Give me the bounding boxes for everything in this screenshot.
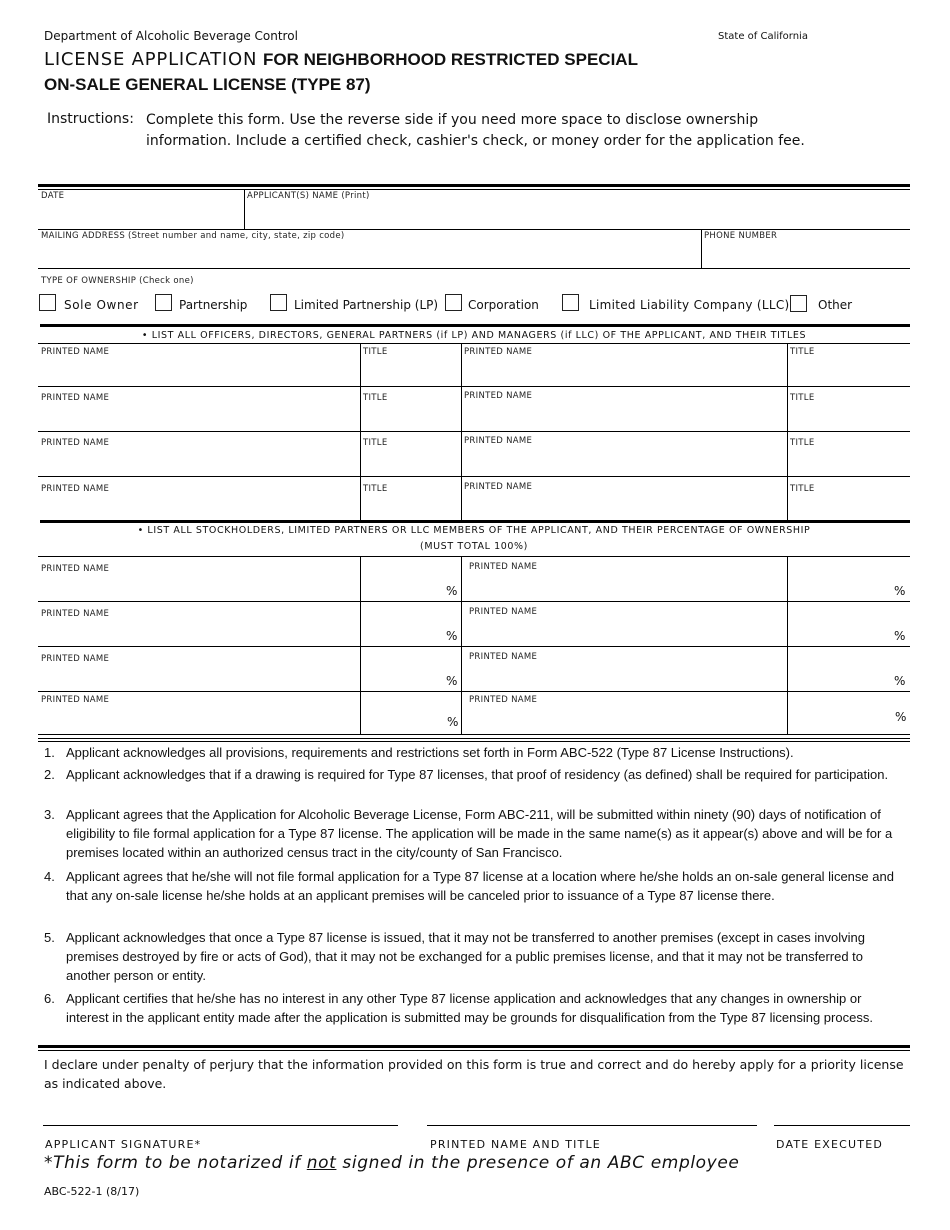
stockholders-col-divider (787, 556, 788, 734)
date-executed-label: DATE EXECUTED (776, 1138, 884, 1151)
officer-printed-name-label: PRINTED NAME (464, 436, 533, 446)
form-number: ABC-522-1 (8/17) (44, 1185, 140, 1198)
ack-text: Applicant acknowledges that if a drawing is required for Type 87 licenses, that proof of residency (as defined) shall be required for participation. (66, 767, 889, 782)
officer-printed-name-label: PRINTED NAME (41, 347, 110, 357)
officer-printed-name-label: PRINTED NAME (41, 393, 110, 403)
officer-title-label: TITLE (363, 484, 388, 494)
stockholder-percent-sign: % (895, 710, 907, 724)
printed-name-title-line[interactable] (427, 1125, 757, 1126)
phone-number-label: PHONE NUMBER (704, 231, 778, 241)
officers-col-divider (787, 343, 788, 521)
ack-item-6 (44, 989, 894, 1027)
declaration-top-rule (38, 1045, 910, 1048)
applicant-name-label: APPLICANT(S) NAME (Print) (247, 191, 370, 201)
officers-col-divider (360, 343, 361, 521)
ack-number: 3. (44, 807, 55, 822)
notarize-note-emphasis: not (306, 1153, 337, 1173)
stockholders-row-rule (38, 601, 910, 602)
officers-row-rule (38, 431, 910, 432)
form-title (44, 47, 638, 97)
label-llc: Limited Liability Company (LLC) (589, 298, 790, 312)
declaration-top-rule-thin (38, 1050, 910, 1051)
stockholder-percent-sign: % (446, 584, 458, 598)
applicant-signature-label: APPLICANT SIGNATURE* (45, 1138, 202, 1151)
ack-number: 1. (44, 745, 55, 760)
stockholders-heading-1: • LIST ALL STOCKHOLDERS, LIMITED PARTNERS OR LLC MEMBERS OF THE APPLICANT, AND THEIR PERCENTAGE OF OWNERSHIP (137, 525, 811, 536)
row-rule (38, 268, 910, 269)
stockholders-bottom-rule (38, 734, 910, 735)
label-other: Other (818, 298, 853, 312)
officer-printed-name-label: PRINTED NAME (41, 484, 110, 494)
form-title-prefix: LICENSE APPLICATION (44, 49, 258, 70)
checkbox-other[interactable] (790, 295, 807, 312)
officer-printed-name-label: PRINTED NAME (464, 482, 533, 492)
checkbox-llc[interactable] (562, 294, 579, 311)
stockholder-percent-sign: % (894, 584, 906, 598)
stockholders-row-rule (38, 646, 910, 647)
declaration-text: I declare under penalty of perjury that the information provided on this form is true and correct and do hereby apply for a priority license as indicated above. (44, 1057, 904, 1091)
date-label: DATE (41, 191, 65, 201)
stockholders-heading-2: (MUST TOTAL 100%) (420, 541, 528, 552)
printed-name-title-label: PRINTED NAME AND TITLE (430, 1138, 601, 1151)
checkbox-partnership[interactable] (155, 294, 172, 311)
officers-heading-rule (38, 343, 910, 344)
stockholders-bottom-rule (38, 741, 910, 742)
officer-title-label: TITLE (363, 347, 388, 357)
ack-number: 5. (44, 930, 55, 945)
officer-printed-name-label: PRINTED NAME (464, 391, 533, 401)
notarize-note-after: signed in the presence of an ABC employee (336, 1153, 740, 1173)
state-name: State of California (718, 31, 808, 42)
ack-number: 6. (44, 991, 55, 1006)
stockholder-percent-sign: % (446, 674, 458, 688)
ack-item-2 (44, 765, 894, 784)
instructions-label: Instructions: (47, 111, 134, 127)
stockholders-col-divider (461, 556, 462, 734)
officer-printed-name-label: PRINTED NAME (464, 347, 533, 357)
notarize-note (44, 1153, 739, 1173)
stockholder-percent-sign: % (894, 629, 906, 643)
officer-title-label: TITLE (790, 438, 815, 448)
form-title-bold-2: ON-SALE GENERAL LICENSE (TYPE 87) (44, 75, 371, 94)
checkbox-limited-partnership[interactable] (270, 294, 287, 311)
ownership-type-label: TYPE OF OWNERSHIP (Check one) (41, 276, 194, 286)
officer-printed-name-label: PRINTED NAME (41, 438, 110, 448)
instructions-line-2: information. Include a certified check, cashier's check, or money order for the application fee. (146, 133, 805, 149)
stockholder-printed-name-label: PRINTED NAME (469, 652, 538, 662)
officer-title-label: TITLE (790, 347, 815, 357)
ack-item-1 (44, 743, 894, 762)
stockholder-printed-name-label: PRINTED NAME (41, 564, 110, 574)
ack-number: 4. (44, 869, 55, 884)
officers-row-rule (38, 476, 910, 477)
stockholder-printed-name-label: PRINTED NAME (469, 695, 538, 705)
stockholders-row-rule (38, 691, 910, 692)
top-rule (38, 184, 910, 187)
stockholder-percent-sign: % (894, 674, 906, 688)
stockholder-printed-name-label: PRINTED NAME (41, 654, 110, 664)
ack-text: Applicant certifies that he/she has no interest in any other Type 87 license application and acknowledges that any changes in ownership or interest in the applicant entity made after the application is submitted may be grounds for disqualification from the Type 87 licensing process. (66, 991, 873, 1025)
stockholder-percent-sign: % (447, 715, 459, 729)
department-name: Department of Alcoholic Beverage Control (44, 29, 298, 43)
label-limited-partnership: Limited Partnership (LP) (294, 298, 439, 312)
ack-text: Applicant acknowledges all provisions, requirements and restrictions set forth in Form ABC-522 (Type 87 License Instructions). (66, 745, 794, 760)
checkbox-corporation[interactable] (445, 294, 462, 311)
top-rule-thin (38, 189, 910, 190)
officer-title-label: TITLE (790, 484, 815, 494)
officers-col-divider (461, 343, 462, 521)
applicant-signature-line[interactable] (43, 1125, 398, 1126)
ack-text: Applicant acknowledges that once a Type 87 license is issued, that it may not be transferred to another premises (except in cases involving premises destroyed by fire or acts of God), that it may not be exchanged for a public premises license, and that it may not be transferred to another person or entity. (66, 930, 865, 983)
ack-item-5 (44, 928, 894, 985)
label-corporation: Corporation (468, 298, 539, 312)
officer-title-label: TITLE (363, 438, 388, 448)
mailing-address-label: MAILING ADDRESS (Street number and name, city, state, zip code) (41, 231, 345, 241)
form-title-bold-1: FOR NEIGHBORHOOD RESTRICTED SPECIAL (262, 50, 638, 69)
date-executed-line[interactable] (774, 1125, 910, 1126)
checkbox-sole-owner[interactable] (39, 294, 56, 311)
stockholder-printed-name-label: PRINTED NAME (469, 562, 538, 572)
stockholders-heading-rule (38, 556, 910, 557)
date-field[interactable] (38, 202, 243, 228)
label-sole-owner: Sole Owner (64, 298, 139, 312)
row-rule (38, 229, 910, 230)
stockholders-top-rule (40, 520, 910, 523)
officers-heading: • LIST ALL OFFICERS, DIRECTORS, GENERAL PARTNERS (if LP) AND MANAGERS (if LLC) OF THE APPLICANT, AND THEIR TITLES (141, 330, 807, 341)
stockholders-col-divider (360, 556, 361, 734)
stockholder-printed-name-label: PRINTED NAME (469, 607, 538, 617)
ack-text: Applicant agrees that the Application for Alcoholic Beverage License, Form ABC-211, will be submitted within ninety (90) days of notification of eligibility to file formal application for a Type 87 license. The application will be made in the same name(s) as it appear(s) above and will be for a premises located within an authorized census tract in the city/county of San Francisco. (66, 807, 893, 860)
address-divider (701, 229, 702, 269)
officer-title-label: TITLE (363, 393, 388, 403)
officers-top-rule (40, 324, 910, 327)
phone-number-field[interactable] (703, 242, 909, 268)
stockholders-bottom-rule (38, 738, 910, 739)
officer-title-label: TITLE (790, 393, 815, 403)
date-divider (244, 189, 245, 229)
officers-row-rule (38, 386, 910, 387)
stockholder-percent-sign: % (446, 629, 458, 643)
stockholder-printed-name-label: PRINTED NAME (41, 609, 110, 619)
ack-number: 2. (44, 767, 55, 782)
instructions-line-1: Complete this form. Use the reverse side if you need more space to disclose ownership (146, 112, 759, 128)
mailing-address-field[interactable] (38, 242, 700, 268)
stockholder-printed-name-label: PRINTED NAME (41, 695, 110, 705)
ack-item-3 (44, 805, 894, 862)
applicant-name-field[interactable] (246, 202, 909, 228)
label-partnership: Partnership (179, 298, 248, 312)
ack-item-4 (44, 867, 894, 905)
notarize-note-before: *This form to be notarized if (44, 1153, 307, 1173)
ack-text: Applicant agrees that he/she will not file formal application for a Type 87 license at a location where he/she holds an on-sale general license and that any on-sale license he/she holds at an applicant premises will be canceled prior to issuance of a Type 87 license there. (66, 869, 894, 903)
